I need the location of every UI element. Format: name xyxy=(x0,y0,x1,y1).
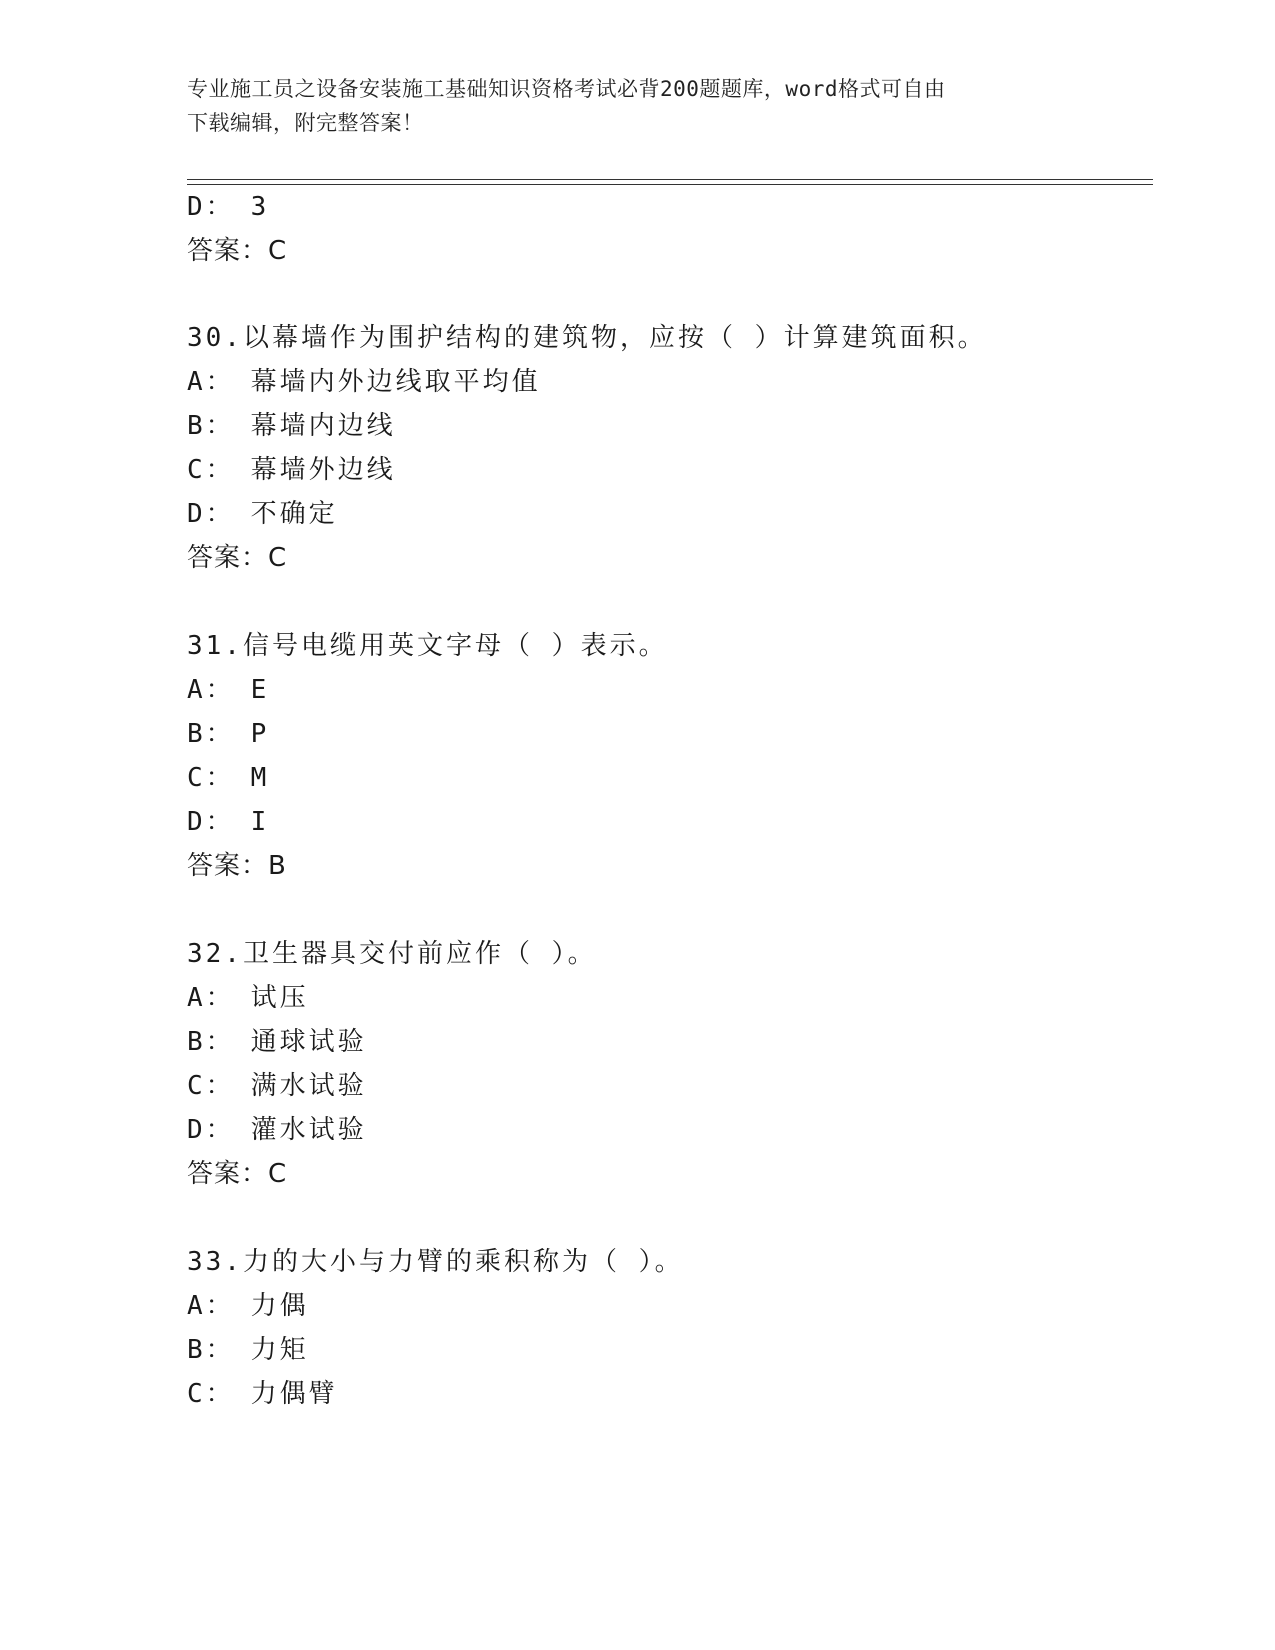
header-line-1: 专业施工员之设备安装施工基础知识资格考试必背200题题库，word格式可自由 xyxy=(187,77,946,101)
question-stem-32: 32.卫生器具交付前应作（ ）。 xyxy=(187,939,597,969)
question-stem-31: 31.信号电缆用英文字母（ ）表示。 xyxy=(187,631,668,661)
header-divider-bottom xyxy=(187,184,1153,185)
answer-continued: 答案：C xyxy=(187,236,288,266)
q30-answer: 答案：C xyxy=(187,543,288,573)
option-text: 力偶臂 xyxy=(250,1379,338,1409)
q30-option-a xyxy=(187,362,541,402)
q30-option-b xyxy=(187,406,396,446)
option-key: C： xyxy=(187,1379,235,1409)
question-stem-33: 33.力的大小与力臂的乘积称为（ ）。 xyxy=(187,1247,684,1277)
q32-option-a xyxy=(187,978,309,1018)
option-text: 不确定 xyxy=(250,499,338,529)
option-text: P xyxy=(250,719,270,749)
option-text: 满水试验 xyxy=(250,1071,367,1101)
option-text: 3 xyxy=(250,192,270,222)
option-key: A： xyxy=(187,1291,235,1321)
q31-answer: 答案：B xyxy=(187,851,287,881)
q31-option-d xyxy=(187,802,269,842)
question-stem-30: 30.以幕墙作为围护结构的建筑物，应按（ ）计算建筑面积。 xyxy=(187,323,987,353)
option-text: 幕墙内外边线取平均值 xyxy=(250,367,541,397)
option-key: D： xyxy=(187,807,235,837)
option-text: E xyxy=(250,675,270,705)
q32-option-d xyxy=(187,1110,367,1150)
q33-option-b xyxy=(187,1330,309,1370)
q30-option-c xyxy=(187,450,396,490)
q33-option-a xyxy=(187,1286,309,1326)
option-key: B： xyxy=(187,411,235,441)
q31-option-c xyxy=(187,758,269,798)
option-text: 试压 xyxy=(250,983,309,1013)
option-key: D： xyxy=(187,1115,235,1145)
option-key: C： xyxy=(187,1071,235,1101)
document-header xyxy=(187,72,1077,140)
option-key: A： xyxy=(187,983,235,1013)
option-text: 力矩 xyxy=(250,1335,309,1365)
option-key: A： xyxy=(187,367,235,397)
option-text: 通球试验 xyxy=(250,1027,367,1057)
q31-option-a xyxy=(187,670,269,710)
option-text: M xyxy=(250,763,270,793)
option-key: B： xyxy=(187,1335,235,1365)
option-key: B： xyxy=(187,719,235,749)
q32-option-c xyxy=(187,1066,367,1106)
header-line-2: 下载编辑，附完整答案！ xyxy=(187,111,424,135)
q33-option-c xyxy=(187,1374,338,1414)
option-key: C： xyxy=(187,763,235,793)
q31-option-b xyxy=(187,714,269,754)
header-divider-top xyxy=(187,179,1153,180)
option-key: D： xyxy=(187,499,235,529)
option-text: I xyxy=(250,807,270,837)
option-text: 灌水试验 xyxy=(250,1115,367,1145)
q32-option-b xyxy=(187,1022,367,1062)
option-text: 幕墙内边线 xyxy=(250,411,396,441)
option-text: 幕墙外边线 xyxy=(250,455,396,485)
option-d-continued xyxy=(187,187,269,227)
option-key: B： xyxy=(187,1027,235,1057)
q30-option-d xyxy=(187,494,338,534)
option-text: 力偶 xyxy=(250,1291,309,1321)
q32-answer: 答案：C xyxy=(187,1159,288,1189)
option-key: C： xyxy=(187,455,235,485)
option-key: A： xyxy=(187,675,235,705)
option-key: D： xyxy=(187,192,235,222)
